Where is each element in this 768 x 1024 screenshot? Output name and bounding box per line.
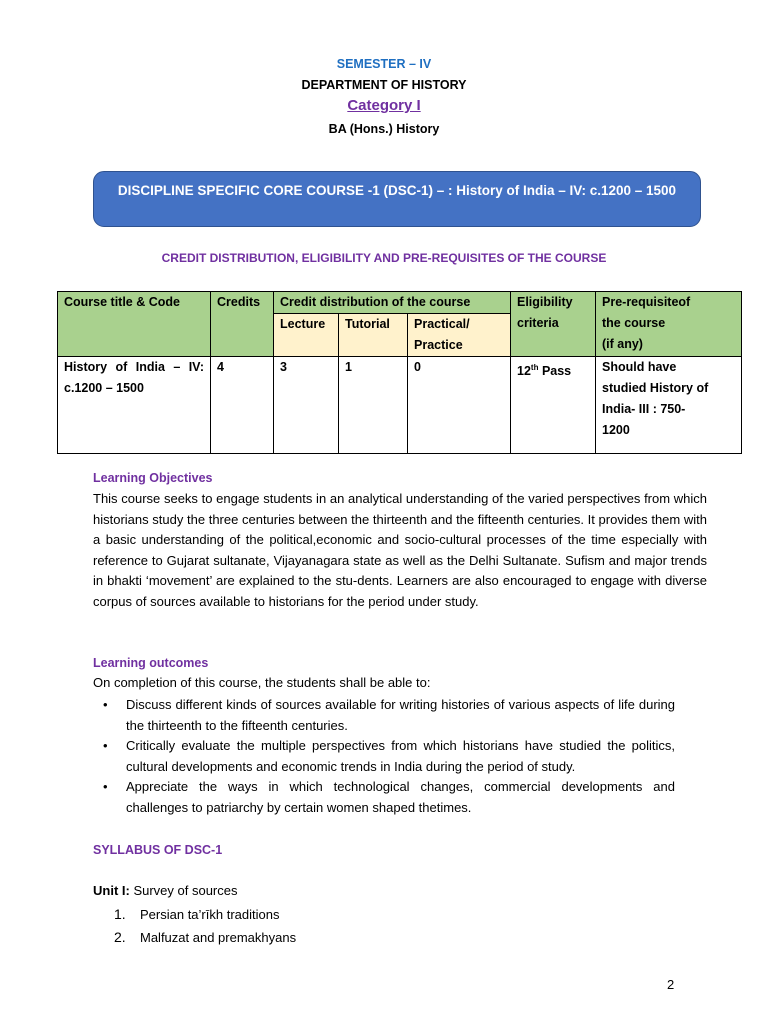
unit-title: Survey of sources xyxy=(129,883,238,898)
header-prereq-line1: Pre-requisiteof xyxy=(602,295,691,309)
eligibility-superscript: th xyxy=(530,363,539,372)
course-banner xyxy=(93,171,701,227)
list-item xyxy=(114,903,296,926)
cell-lecture: 3 xyxy=(274,357,339,454)
learning-objectives-text: This course seeks to engage students in an analytical understanding of the varied perspectives from which historians study the three centuries between the thirteenth and the fifteenth centuries. It provides them with a basic understanding of the political,economic and socio-cultural processes of the time especially with reference to Gujarat sultanate, Vijayanagara state as well as the Delhi Sultanate. Sufism and major trends in bhakti ‘movement’ are explained to the stu-dents. Learners are also encouraged to engage with diverse corpus of sources available to historians for the period under study. xyxy=(93,491,707,609)
cell-prereq-line4: 1200 xyxy=(602,423,630,437)
unit-heading xyxy=(93,883,237,898)
header-prereq-line2: the course xyxy=(602,316,666,330)
cell-course-title-line2: c.1200 – 1500 xyxy=(64,381,144,395)
category-heading xyxy=(0,97,768,114)
list-item xyxy=(93,695,675,736)
list-item xyxy=(93,777,675,818)
header-credits: Credits xyxy=(211,292,274,357)
credit-table xyxy=(57,291,742,454)
bullet-icon: • xyxy=(103,697,108,712)
header-practical-line2: Practice xyxy=(414,338,463,352)
cell-prereq-line1: Should have xyxy=(602,360,677,374)
header-eligibility xyxy=(511,292,596,357)
table-row xyxy=(58,357,742,454)
unit-topics-list xyxy=(114,903,296,949)
header-eligibility-line1: Eligibility xyxy=(517,295,573,309)
credit-distribution-heading: CREDIT DISTRIBUTION, ELIGIBILITY AND PRE-REQUISITES OF THE COURSE xyxy=(161,251,607,265)
list-item xyxy=(93,736,675,777)
header-lecture: Lecture xyxy=(274,314,339,357)
learning-objectives-heading: Learning Objectives xyxy=(93,471,213,485)
course-banner-text: DISCIPLINE SPECIFIC CORE COURSE -1 (DSC-1) – : History of India – IV: c.1200 – 1500 xyxy=(117,183,677,198)
learning-outcomes-list xyxy=(93,695,675,819)
cell-credits: 4 xyxy=(211,357,274,454)
cell-tutorial: 1 xyxy=(339,357,408,454)
syllabus-heading: SYLLABUS OF DSC-1 xyxy=(93,843,223,857)
cell-prerequisite xyxy=(596,357,742,454)
unit-label: Unit I: xyxy=(93,883,130,898)
category-label: Category I xyxy=(347,97,421,114)
header-prerequisite xyxy=(596,292,742,357)
outcome-text: Critically evaluate the multiple perspectives from which historians have studied the politics, cultural developments and economic trends in India during the period of study. xyxy=(126,738,675,774)
list-item xyxy=(114,926,296,949)
header-prereq-line3: (if any) xyxy=(602,337,643,351)
header-tutorial: Tutorial xyxy=(339,314,408,357)
cell-eligibility xyxy=(511,357,596,454)
eligibility-number: 12 xyxy=(517,364,531,379)
bullet-icon: • xyxy=(103,779,108,795)
cell-practical: 0 xyxy=(408,357,511,454)
header-credit-distribution: Credit distribution of the course xyxy=(274,292,511,314)
learning-outcomes-heading: Learning outcomes xyxy=(93,656,209,670)
topic-number: 2. xyxy=(114,929,126,945)
bullet-icon: • xyxy=(103,738,108,754)
eligibility-rest: Pass xyxy=(538,364,572,379)
page-number: 2 xyxy=(667,977,675,992)
outcome-text: Discuss different kinds of sources available for writing histories of various aspects of life during the thirteenth to the fifteenth centuries. xyxy=(126,697,675,733)
learning-outcomes-intro: On completion of this course, the students shall be able to: xyxy=(93,675,431,690)
cell-course-title xyxy=(58,357,211,454)
cell-prereq-line2: studied History of xyxy=(602,381,709,395)
program-heading: BA (Hons.) History xyxy=(328,122,440,136)
header-practical-line1: Practical/ xyxy=(414,317,470,331)
cell-course-title-line1: History of India – IV: xyxy=(64,360,204,374)
header-practical xyxy=(408,314,511,357)
header-course-title: Course title & Code xyxy=(58,292,211,357)
table-header-row xyxy=(58,292,742,314)
topic-text: Malfuzat and premakhyans xyxy=(140,930,297,945)
department-heading: DEPARTMENT OF HISTORY xyxy=(301,78,467,92)
topic-text: Persian ta’rīkh traditions xyxy=(140,907,280,922)
outcome-text: Appreciate the ways in which technological changes, commercial developments and challenges to patriarchy by certain women shaped thetimes. xyxy=(126,779,675,815)
semester-heading: SEMESTER – IV xyxy=(336,57,432,71)
cell-prereq-line3: India- III : 750- xyxy=(602,402,686,416)
header-eligibility-line2: criteria xyxy=(517,316,559,330)
topic-number: 1. xyxy=(114,906,126,922)
